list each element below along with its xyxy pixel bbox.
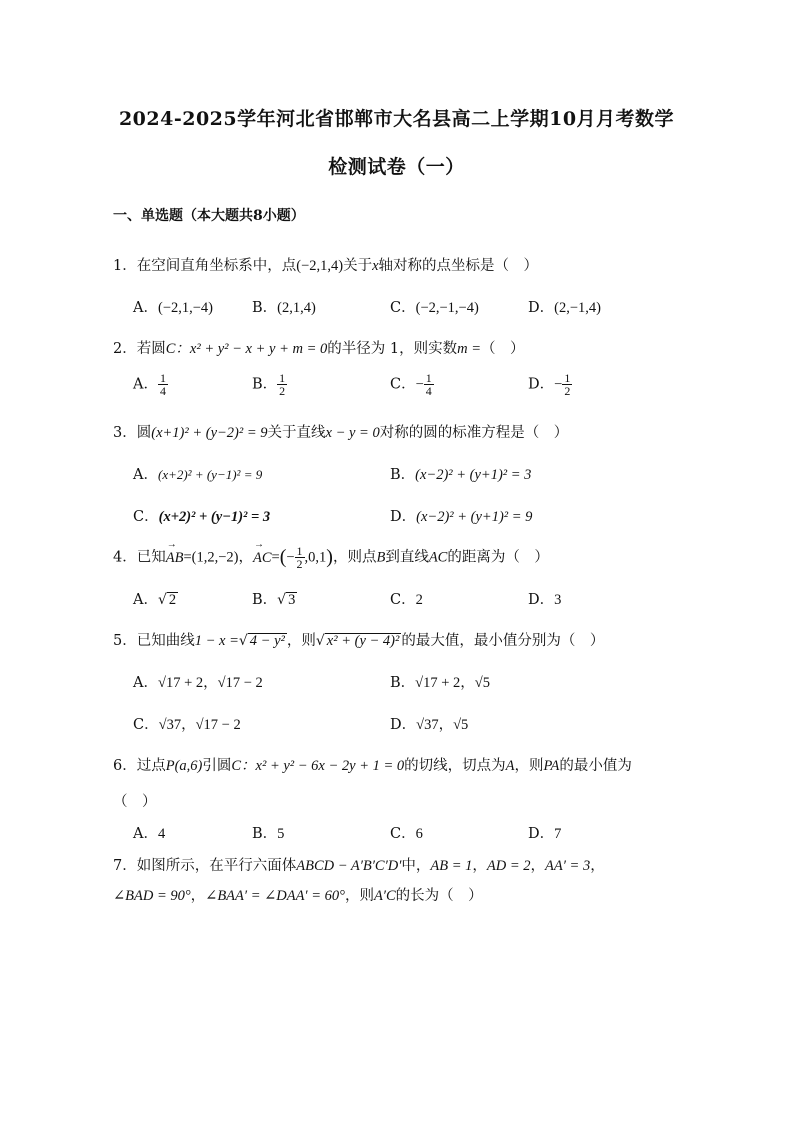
fraction: $\frac{1}{4}$ <box>425 371 432 398</box>
q5-option-b[interactable]: B．√17 + 2，√5 <box>390 675 490 691</box>
q1-option-a[interactable]: A．(−2,1,−4) <box>133 300 213 316</box>
question-number: 4． <box>113 549 137 566</box>
fraction: $\frac{1}{2}$ <box>296 544 303 571</box>
vector-ac: → AC <box>253 550 272 567</box>
q1-option-c[interactable]: C．(−2,−1,−4) <box>390 300 479 316</box>
q2-option-c[interactable]: C．− $\frac{1}{4}$ <box>390 371 432 398</box>
question-4: 4．已知→ AB=(1,2,−2)，→ AC=(− $\frac{1}{2}$ ,0,1)，则点B到直线AC的距离为（ ） <box>113 545 549 570</box>
q3-option-c[interactable]: C．(x+2)² + (y−1)² = 3 <box>133 509 271 525</box>
question-5: 5．已知曲线1 − x =√ 4 − y² ，则√ x² + (y − 4)² 的最大值，最小值分别为（ ） <box>113 633 605 649</box>
q2-option-b[interactable]: B． $\frac{1}{2}$ <box>252 371 286 398</box>
exam-title-line2: 检测试卷（一） <box>328 156 465 178</box>
question-number: 3． <box>113 425 137 441</box>
math-point: (−2,1,4) <box>296 258 344 274</box>
q5-option-a[interactable]: A．√17 + 2，√17 − 2 <box>133 675 263 691</box>
question-7-line2: ∠BAD = 90°，∠BAA′ = ∠DAA′ = 60°，则A′C的长为（ ） <box>113 888 483 904</box>
question-6-paren: （ ） <box>113 794 157 810</box>
section-heading: 一、单选题（本大题共8小题） <box>113 208 305 224</box>
question-number: 6． <box>113 758 137 774</box>
q5-option-d[interactable]: D．√37，√5 <box>390 717 469 733</box>
math-equation: ：x² + y² − 6x − 2y + 1 = 0 <box>241 758 405 774</box>
q4-option-d[interactable]: D．3 <box>528 592 562 608</box>
question-number: 1． <box>113 258 137 274</box>
q4-option-c[interactable]: C．2 <box>390 592 423 608</box>
q1-option-b[interactable]: B．(2,1,4) <box>252 300 316 316</box>
question-2: 2．若圆C：x² + y² − x + y + m = 0的半径为 1，则实数m =（ ） <box>113 341 525 357</box>
math-equation: (x+1)² + (y−2)² = 9 <box>151 425 268 441</box>
q6-option-d[interactable]: D．7 <box>528 826 562 842</box>
vector-ab: → AB <box>166 550 184 567</box>
q3-option-d[interactable]: D．(x−2)² + (y+1)² = 9 <box>390 509 533 525</box>
question-number: 2． <box>113 341 137 357</box>
question-6: 6．过点P(a,6)引圆C：x² + y² − 6x − 2y + 1 = 0的切线，切点为A，则PA的最小值为 <box>113 758 632 774</box>
fraction: $\frac{1}{4}$ <box>159 371 166 398</box>
question-number: 5． <box>113 633 137 649</box>
q6-option-a[interactable]: A．4 <box>133 826 166 842</box>
fraction: $\frac{1}{2}$ <box>279 371 286 398</box>
q6-option-c[interactable]: C．6 <box>390 826 423 842</box>
fraction: $\frac{1}{2}$ <box>564 371 571 398</box>
question-number: 7． <box>113 858 137 874</box>
q5-option-c[interactable]: C．√37，√17 − 2 <box>133 717 241 733</box>
q6-option-b[interactable]: B．5 <box>252 826 285 842</box>
q1-option-d[interactable]: D．(2,−1,4) <box>528 300 601 316</box>
exam-title-line1: 2024-2025学年河北省邯郸市大名县高二上学期10月月考数学 <box>118 108 675 130</box>
q2-option-d[interactable]: D．− $\frac{1}{2}$ <box>528 371 571 398</box>
question-1: 1．在空间直角坐标系中，点(−2,1,4)关于x轴对称的点坐标是（ ） <box>113 258 539 274</box>
math-equation: ：x² + y² − x + y + m = 0 <box>175 341 328 357</box>
q3-option-a[interactable]: A．(x+2)² + (y−1)² = 9 <box>133 467 263 483</box>
question-7: 7．如图所示，在平行六面体ABCD − A′B′C′D′中，AB = 1，AD = 2，AA′ = 3， <box>113 858 605 874</box>
q3-option-b[interactable]: B．(x−2)² + (y+1)² = 3 <box>390 467 532 483</box>
q2-option-a[interactable]: A． $\frac{1}{4}$ <box>133 371 166 398</box>
q4-option-b[interactable]: B．√ 3 <box>252 592 296 608</box>
question-3: 3．圆(x+1)² + (y−2)² = 9关于直线x − y = 0对称的圆的标准方程是（ ） <box>113 425 569 441</box>
q4-option-a[interactable]: A．√ 2 <box>133 592 177 608</box>
